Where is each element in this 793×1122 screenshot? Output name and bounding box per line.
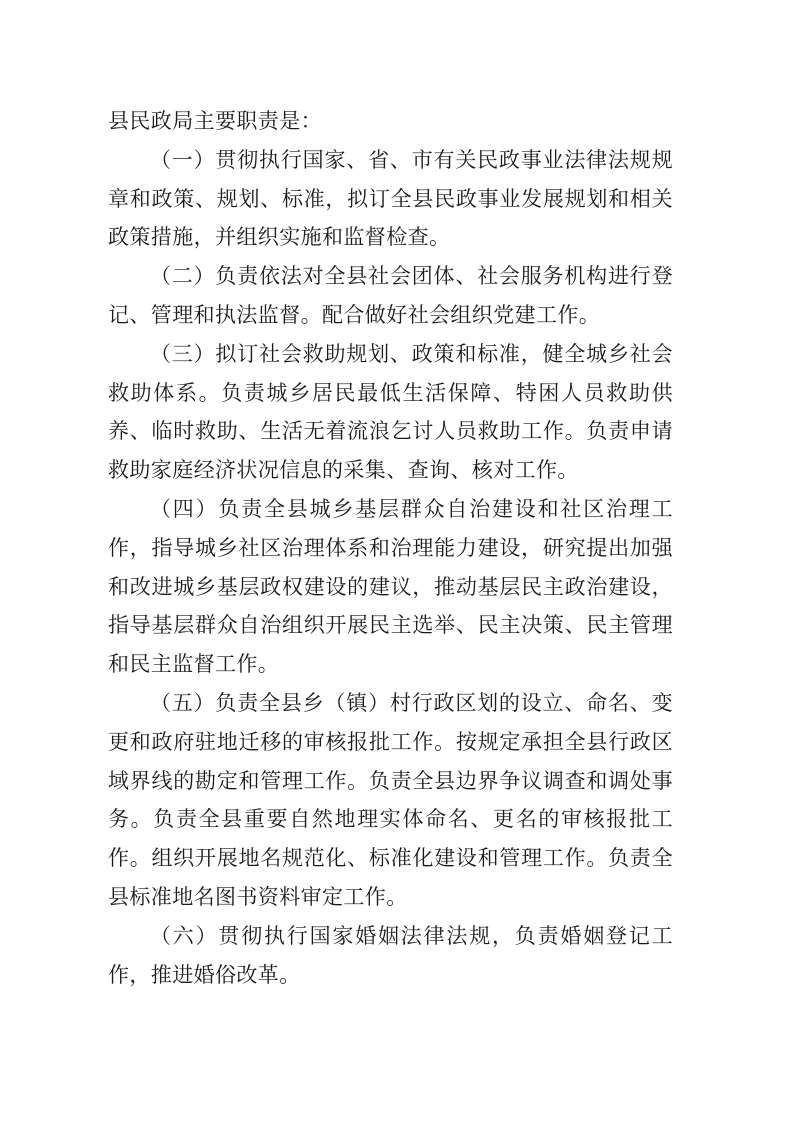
- paragraph-4: （四）负责全县城乡基层群众自治建设和社区治理工作，指导城乡社区治理体系和治理能力建设，研究提出加强和改进城乡基层政权建设的建议，推动基层民主政治建设，指导基层群众自治组织开展民主选举、民主决策、民主管理和民主监督工作。: [108, 496, 673, 677]
- intro-line: 县民政局主要职责是：: [108, 109, 322, 133]
- paragraph-3: （三）拟订社会救助规划、政策和标准，健全城乡社会救助体系。负责城乡居民最低生活保障、特困人员救助供养、临时救助、生活无着流浪乞讨人员救助工作。负责申请救助家庭经济状况信息的采集、查询、核对工作。: [108, 341, 673, 483]
- document-body: [108, 102, 673, 994]
- paragraph-2: （二）负责依法对全县社会团体、社会服务机构进行登记、管理和执法监督。配合做好社会组织党建工作。: [108, 264, 673, 327]
- paragraph-5: （五）负责全县乡（镇）村行政区划的设立、命名、变更和政府驻地迁移的审核报批工作。按规定承担全县行政区域界线的勘定和管理工作。负责全县边界争议调查和调处事务。负责全县重要自然地理实体命名、更名的审核报批工作。组织开展地名规范化、标准化建设和管理工作。负责全县标准地名图书资料审定工作。: [108, 690, 673, 909]
- paragraph-1: （一）贯彻执行国家、省、市有关民政事业法律法规规章和政策、规划、标准，拟订全县民政事业发展规划和相关政策措施，并组织实施和监督检查。: [108, 147, 673, 250]
- paragraph-6: （六）贯彻执行国家婚姻法律法规，负责婚姻登记工作，推进婚俗改革。: [108, 923, 673, 987]
